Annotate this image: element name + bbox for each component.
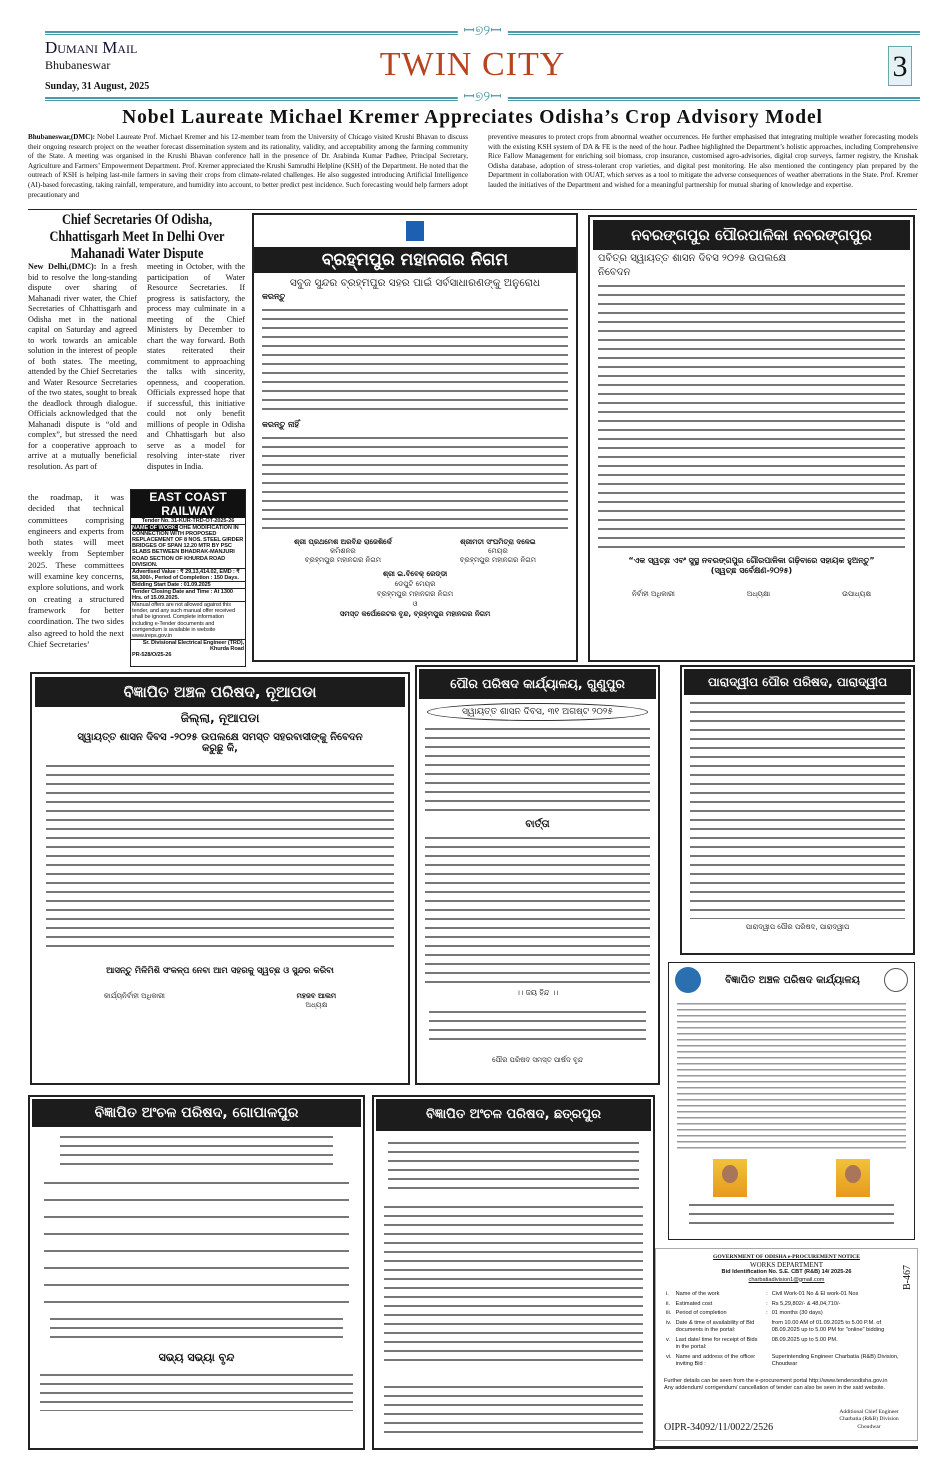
article-col1 <box>28 262 137 472</box>
notice-ad <box>668 962 915 1240</box>
ad-title: ବିଜ୍ଞାପିତ ଅଞ୍ଚଳ ପରିଷଦ କାର୍ଯ୍ୟାଳୟ <box>725 974 860 986</box>
tender-cell: vi. <box>666 1353 672 1360</box>
bidding-start: Bidding Start Date : 01.09.2025 <box>131 582 245 589</box>
tender-row <box>664 1300 909 1310</box>
work-description: OHE MODIFICATION IN CONNECTION WITH PROPOSED REPLACEMENT OF 8 NOS. STEEL GIRDER BRIDGES OF SPAN 12.20 MTR BY PSC SLABS BETWEEN BHADRAK-MANJURI ROAD SECTION OF KHURDA ROAD DIVISION. <box>132 525 244 568</box>
ad-title: ବିଜ୍ଞାପିତ ଅଂଚଳ ପରିଷଦ, ଛତ୍ରପୁର <box>376 1099 651 1131</box>
newspaper-city: Bhubaneswar <box>45 58 111 72</box>
tender-cell: 01 months (30 days) <box>771 1310 823 1316</box>
masthead-bottom-rule <box>45 90 920 105</box>
paradip-ad <box>680 665 915 955</box>
do-list <box>262 306 568 416</box>
nabarangpur-ad <box>588 215 915 662</box>
tender-cell: : <box>766 1291 768 1297</box>
ornament-icon: ꟷ୭୨ꟷ <box>457 92 507 104</box>
tender-row <box>664 1336 909 1353</box>
section-title: TWIN CITY <box>379 46 566 83</box>
tender-cell: from 10.00 AM of 01.09.2025 to 5.00 P.M. of 08.09.2025 up to 5.00 PM for "online" bidding <box>771 1319 885 1333</box>
ad-subtitle: ସ୍ୱାୟତ୍ତ ଶାସନ ଦିବସ -୨୦୨୫ ଉପଲକ୍ଷେ ସମସ୍ତ ସହରବାସୀଙ୍କୁ ନିବେଦନ କରୁଛୁ କି, <box>77 732 363 754</box>
tender-cell: Last date/ time for receipt of Bids in the portal: <box>675 1336 758 1350</box>
email: charbatiadivision1@gmail.com <box>748 1276 825 1283</box>
tender-number: Tender No. 31-KUR-TRD-OT-2025-26 <box>131 518 245 525</box>
signature-executive-officer: କାର୍ଯ୍ୟନିର୍ବାହୀ ଅଧିକାରୀ <box>103 992 165 1000</box>
ad-subtitle: ପବିତ୍ର ସ୍ୱାୟତ୍ତ ଶାସନ ଦିବସ ୨୦୨୫ ଉପଲକ୍ଷେ <box>598 253 787 264</box>
advertised-value: Advertised Value : ₹ 29,13,414.02, EMD : ₹ 58,300/-, Period of Completion : 150 Days. <box>131 569 245 582</box>
tender-cell: v. <box>666 1336 670 1343</box>
members-heading: ସଭ୍ୟ ସଭ୍ୟା ବୃନ୍ଦ <box>158 1351 235 1364</box>
do-heading: କରନ୍ତୁ <box>262 292 286 301</box>
request-list <box>384 1203 643 1363</box>
council-logo-icon <box>675 967 701 993</box>
chatrapur-ad <box>372 1095 655 1450</box>
tender-cell: Estimated cost <box>675 1300 713 1307</box>
newspaper-name: Dumani Mail <box>45 38 138 57</box>
municipal-logo-icon <box>406 221 424 241</box>
ad-title: ବିଜ୍ଞାପିତ ଅଞ୍ଚଳ ପରିଷଦ, ନୂଆପଡା <box>35 677 405 707</box>
gopalpur-ad <box>28 1095 365 1450</box>
berhampur-ad <box>252 213 578 662</box>
work-label: NAME OF WORK: <box>132 525 178 532</box>
dont-list <box>262 434 568 534</box>
lead-article-col2: preventive measures to protect crops from abnormal weather occurrences. He further emphasised that integrating multiple weather forecasting models with the existing KSH system of DA & FE is the need of the hour. Padhee highlighted the Department’s holistic approaches, including Comprehensive Rice Fallow Management for enriching soil biomass, crop insurance, customised agro-advisories, digital crop surveys, farmer registry, the Krushak Odisha database, adoption of stress-tolerant crop varieties, and digital pest monitoring. He also mentioned the contingency plan prepared by the Department in collaboration with OUAT, which serves as a tool to mitigate the adverse consequences of weather aberrations in the State. Prof. Kremer lauded the initiatives of the Department and wished for a meaningful partnership for mutual sharing of knowledge and expertise. <box>488 133 918 189</box>
article-text: Nobel Laureate Prof. Michael Kremer and his 12-member team from the University of Chicago visited Krushi Bhavan to discuss their ongoing research project on the weather forecast dissemination system and its rationality, validity, and acceptability among the farming community of the State. A meeting was organised in the Krushi Bhavan conference hall in the presence of Dr. Arabinda Kumar Padhee, Principal Secretary, Agriculture and Farmers’ Empowerment Department. Prof. Kremer appreciated the Krushi Samrudhi Helpline (KSH) of the Department. He noted that the outreach of KSH is helping last-mile farmers in saving their crops from climate-related challenges. He also suggested introducing Artificial Intelligence (AI)-based forecasting, taking rainfall, temperature, and humidity into account, to better predict pest incidence. Such forecasting would help farmers adopt precautionary and <box>28 133 468 199</box>
issue-date: Sunday, 31 August, 2025 <box>45 81 150 92</box>
request-heading: ନିବେଦନ <box>598 267 631 278</box>
notice-heading: GOVERNMENT OF ODISHA e-PROCUREMENT NOTICE <box>713 1254 860 1260</box>
code: B-467 <box>901 1265 913 1290</box>
slogan: ଆସନ୍ତୁ ମିଳିମିଶି ସଂକଳ୍ପ ନେବା ଆମ ସହରକୁ ସ୍ୱଚ୍ଛ ଓ ସୁନ୍ଦର କରିବା <box>106 966 334 976</box>
footer: ପୌର ପରିଷଦ ସମସ୍ତ ପାର୍ଷଦ ବୃନ୍ଦ <box>491 1056 584 1064</box>
ad-title: ପାରାଦ୍ୱୀପ ପୌର ପରିଷଦ, ପାରାଦ୍ୱୀପ <box>684 669 911 695</box>
ad-subtitle: ସବୁଜ ସୁନ୍ଦର ବ୍ରହ୍ମପୁର ସହର ପାଇଁ ସର୍ବସାଧାରଣଙ୍କୁ ଅନୁରୋଧ <box>289 277 541 289</box>
ad-note: Manual offers are not allowed against this tender, and any such manual offer received shall be ignored. Complete information including e-Tender documents and corrigendum is available in website www.ireps.gov.in <box>131 602 245 640</box>
footer: ପାରାଦ୍ୱୀପ ପୌର ପରିଷଦ, ପାରାଦ୍ୱୀପ <box>745 923 850 931</box>
tender-cell: : <box>766 1300 768 1307</box>
request-list <box>598 282 905 552</box>
article-text: In a fresh bid to resolve the long-standing dispute over sharing of Mahanadi river water, the Chief Secretaries of Chhattisgarh and Odisha met in the national capital on Saturday and agreed to work towards an amicable solution in the interest of people of both states. The meeting, attended by the Chief Secretaries and Water Resource Secretaries of the two states, sought to break the deadlock through dialogue. Officials acknowledged that the Mahanadi dispute is “old and complex”, but stressed the need for a cooperative approach to arrive at a mutually beneficial resolution. As part of <box>28 262 138 471</box>
addendum-note: Any addendum/ corrigendum/ cancellation of tender can also be seen in the said website. <box>664 1385 886 1391</box>
photo-officer <box>713 1159 747 1197</box>
signatures <box>384 1383 643 1433</box>
article-headline: Chief Secretaries Of Odisha, Chhattisgarh Meet In Delhi Over Mahanadi Water Dispute <box>49 212 225 262</box>
ad-body <box>690 699 905 919</box>
page-number: 3 <box>888 46 912 86</box>
lead-headline: Nobel Laureate Michael Kremer Appreciates Odisha’s Crop Advisory Model <box>122 107 823 128</box>
dateline: Bhubaneswar,(DMC): <box>28 133 95 141</box>
ad-title: ବ୍ରହ୍ମପୁର ମହାନଗର ନିଗମ <box>254 247 576 273</box>
intro-text <box>388 1139 639 1189</box>
tender-cell: i. <box>666 1291 669 1297</box>
divider <box>655 1446 918 1449</box>
department: WORKS DEPARTMENT <box>749 1260 824 1269</box>
photo-chairperson <box>836 1159 870 1197</box>
tender-cell: : <box>766 1310 768 1316</box>
message-heading: ବାର୍ତ୍ତା <box>525 819 550 830</box>
tender-cell: Period of completion <box>675 1310 727 1316</box>
tender-cell: Superintending Engineer Charbatia (R&B) Division, Choudwar <box>771 1353 899 1367</box>
pr-number: PR-528/O/25-26 <box>132 651 172 658</box>
article-col3: the roadmap, it was decided that technical committees comprising engineers and experts from both states will meet weekly from September 2025. These committees will examine key concerns, explore solutions, and work on creating a structured framework for better coordination. The two sides also agreed to hold the next Chief Secretaries’ <box>28 492 124 649</box>
article-col2: meeting in October, with the participation of Water Resource Secretaries. If progress is satisfactory, the process may culminate in a meeting of the Chief Ministers by December to chart the way forward. Both states reiterated their commitment to approaching the talks with sincerity, openness, and cooperation. Officials expressed hope that if successful, this initiative could not only benefit millions of people in Odisha and Chhattisgarh but also serve as a model for resolving inter-state river disputes in India. <box>147 262 245 471</box>
ad-title: ନବରଙ୍ଗପୁର ପୌରପାଳିକା ନବରଙ୍ଗପୁର <box>593 220 910 250</box>
closing-date: Tender Closing Date and Time : At 1300 Hrs. of 15.09.2025. <box>131 589 245 602</box>
tender-row <box>664 1353 909 1370</box>
tender-cell: ii. <box>666 1300 671 1307</box>
intro-text <box>60 1133 333 1169</box>
signature-executive-officer: ନିର୍ବାହୀ ଅଧିକାରୀ <box>631 590 675 598</box>
oipr-number: OIPR-34092/11/0022/2526 <box>664 1421 774 1433</box>
district: ଜିଲ୍ଲା, ନୂଆପଡା <box>180 711 260 725</box>
slogan: “ଏକ ସ୍ୱଚ୍ଛ ଏବଂ ସୁସ୍ଥ ନବରଙ୍ଗପୁର ଗୌରପାଳିକା ଗଢ଼ିବାରେ ସହାୟକ ହୁଅନ୍ତୁ” <box>628 556 875 565</box>
ad-title: EAST COAST RAILWAY <box>131 490 245 518</box>
divider <box>28 209 917 210</box>
further-details: Further details can be seen from the e-procurement portal http://www.tendersodisha.gov.in <box>664 1377 888 1384</box>
tender-cell: Name and address of the officer inviting Bid : <box>675 1353 756 1367</box>
dateline: New Delhi,(DMC): <box>28 262 97 271</box>
tender-cell: Date & time of availability of Bid documents in the portal: <box>675 1319 755 1333</box>
odisha-emblem-icon <box>884 968 908 992</box>
tender-cell: Name of the work <box>675 1291 720 1297</box>
tender-row <box>664 1290 909 1300</box>
signatures <box>429 1008 646 1046</box>
lead-article-col1 <box>28 133 468 200</box>
tender-row <box>664 1309 909 1319</box>
ad-title: ପୌର ପରିଷଦ କାର୍ଯ୍ୟାଳୟ, ଗୁଣୁପୁର <box>419 669 656 699</box>
tender-cell: Civil Work-01 No & El work-01 Nos <box>771 1291 859 1297</box>
tender-cell: iii. <box>666 1310 672 1316</box>
ad-subtitle: ସ୍ୱାୟତ୍ତ ଶାସନ ଦିବସ, ୩୧ ଅଗଷ୍ଟ ୨୦୨୫ <box>427 703 648 721</box>
east-coast-railway-ad <box>130 489 246 667</box>
signature-vice-chair: ଉପାଧ୍ୟକ୍ଷ <box>842 590 871 598</box>
tender-cell: 08.09.2025 up to 5.00 PM. <box>771 1336 838 1343</box>
gunupur-ad <box>415 665 660 1085</box>
tender-notice <box>655 1248 918 1441</box>
signature-commissioner: ଶ୍ରୀ ପ୍ରଥମେଶ ଅରବିନ୍ଦ ରାଜେଶିର୍କେ କମିଶନର ବ୍ରହ୍ମପୁର ମହାନଗର ନିଗମ <box>293 538 392 564</box>
tender-cell: Rs 5,29,802/- & 48,04,710/- <box>771 1300 841 1307</box>
tender-details <box>664 1290 909 1370</box>
signature-mayor: ଶ୍ରୀମତୀ ସଂଘମିତ୍ରା ଦଳେଇ ମେୟର ବ୍ରହ୍ମପୁର ମହାନଗର ନିଗମ <box>459 538 536 564</box>
dont-heading: କରନ୍ତୁ ନାହିଁ <box>262 420 300 429</box>
signatory: Sr. Divisional Electrical Engineer (TRD), Khurda Road <box>142 639 244 652</box>
signature-chairperson: ଅଧ୍ୟକ୍ଷା <box>746 590 771 598</box>
ad-body <box>677 1001 906 1151</box>
signature-chairperson: ମହଜବ ଆଲମ ଅଧ୍ୟକ୍ଷ <box>296 992 337 1009</box>
masthead-top-rule <box>45 24 920 39</box>
signatures <box>50 1315 343 1345</box>
slogan-sub: (ସ୍ୱଚ୍ଛ ସର୍ବେକ୍ଷଣ-୨୦୨୫) <box>710 566 793 575</box>
signature-deputy-mayor: ଶ୍ରୀ ଇ.ବିବେକ୍ ରେଡ୍ଡୀ ଡେପୁଟି ମେୟର ବ୍ରହ୍ମପୁର ମହାନଗର ନିଗମ ଓ ସମସ୍ତ କର୍ପୋରେଟର ବୃନ୍ଦ, ବ୍ରହ୍ମପୁର ମହାନଗର ନିଗମ <box>339 570 491 618</box>
signatures <box>689 1201 894 1227</box>
ornament-icon: ꟷ୭୨ꟷ <box>457 26 507 38</box>
intro-text <box>425 725 650 815</box>
tender-row <box>664 1319 909 1336</box>
jai-hind: ।। ଜୟ ହିନ୍ଦ ।। <box>516 988 559 997</box>
signer: Additional Chief Engineer Charbatia (R&B) Division Choudwar <box>839 1408 899 1430</box>
nuapada-ad <box>30 672 410 1085</box>
ad-title: ବିଜ୍ଞାପିତ ଅଂଚଳ ପରିଷଦ, ଗୋପାଳପୁର <box>32 1099 361 1127</box>
bid-id: Bid Identification No. S.E. CBT (R&B) 14/ 2025-26 <box>721 1269 852 1275</box>
members-list <box>40 1371 353 1411</box>
message-list <box>425 834 650 984</box>
request-list <box>46 762 394 952</box>
request-list <box>44 1177 349 1307</box>
tender-cell: iv. <box>666 1319 672 1326</box>
